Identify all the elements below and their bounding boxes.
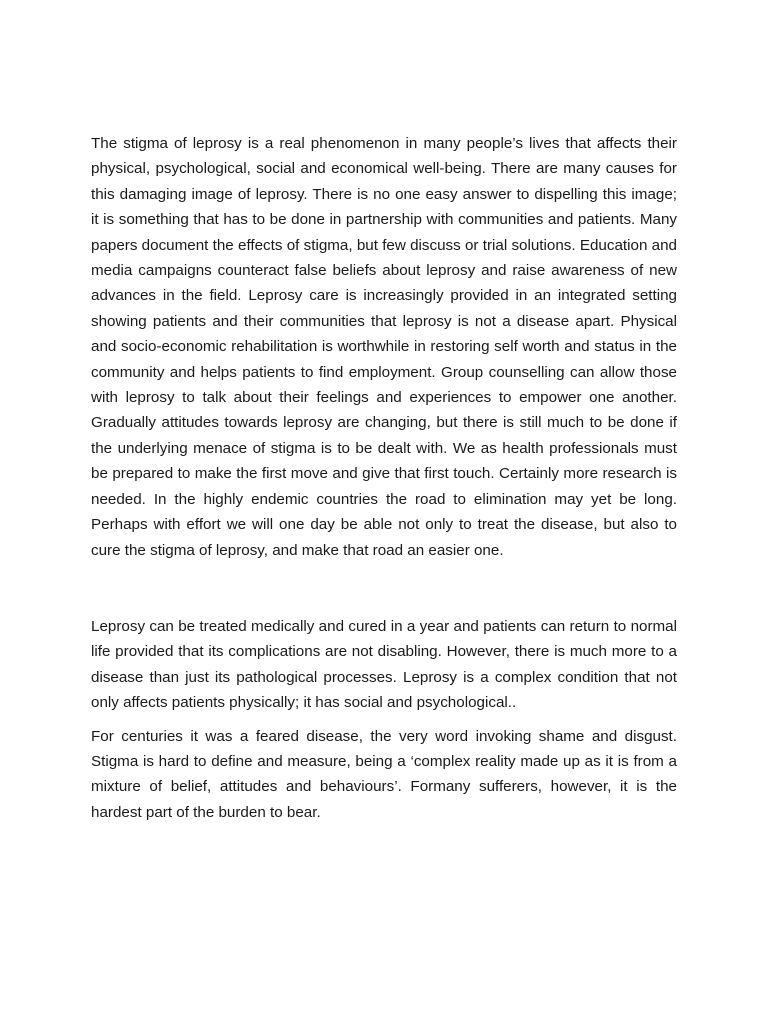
paragraph-stigma-summary: The stigma of leprosy is a real phenomenon in many people’s lives that affects their physical, psychological, social and economical well-being. There are many causes for this damaging image of leprosy. There is no one easy answer to dispelling this image; it is something that has to be done in partnership with communities and patients. Many papers document the effects of stigma, but few discuss or trial solutions. Education and media campaigns counteract false beliefs about leprosy and raise awareness of new advances in the field. Leprosy care is increasingly provided in an integrated setting showing patients and their communities that leprosy is not a disease apart. Physical and socio-economic rehabilitation is worthwhile in restoring self worth and status in the community and helps patients to find employment. Group counselling can allow those with leprosy to talk about their feelings and experiences to empower one another. Gradually attitudes towards leprosy are changing, but there is still much to be done if the underlying menace of stigma is to be dealt with. We as health professionals must be prepared to make the first move and give that first touch. Certainly more research is needed. In the highly endemic countries the road to elimination may yet be long. Perhaps with effort we will one day be able not only to treat the disease, but also to cure the stigma of leprosy, and make that road an easier one.: [91, 135, 677, 559]
paragraph-history: For centuries it was a feared disease, the very word invoking shame and disgust. Stigma is hard to define and measure, being a ‘complex reality made up as it is from a mixture of belief, attitudes and behaviours’. Formany sufferers, however, it is the hardest part of the burden to bear.: [91, 727, 677, 821]
paragraph-treatment: Leprosy can be treated medically and cured in a year and patients can return to normal life provided that its complications are not disabling. However, there is much more to a disease than just its pathological processes. Leprosy is a complex condition that not only affects patients physically; it has social and psychological..: [91, 617, 677, 712]
document-body: [91, 131, 677, 825]
paragraph-spacer: [91, 563, 677, 614]
